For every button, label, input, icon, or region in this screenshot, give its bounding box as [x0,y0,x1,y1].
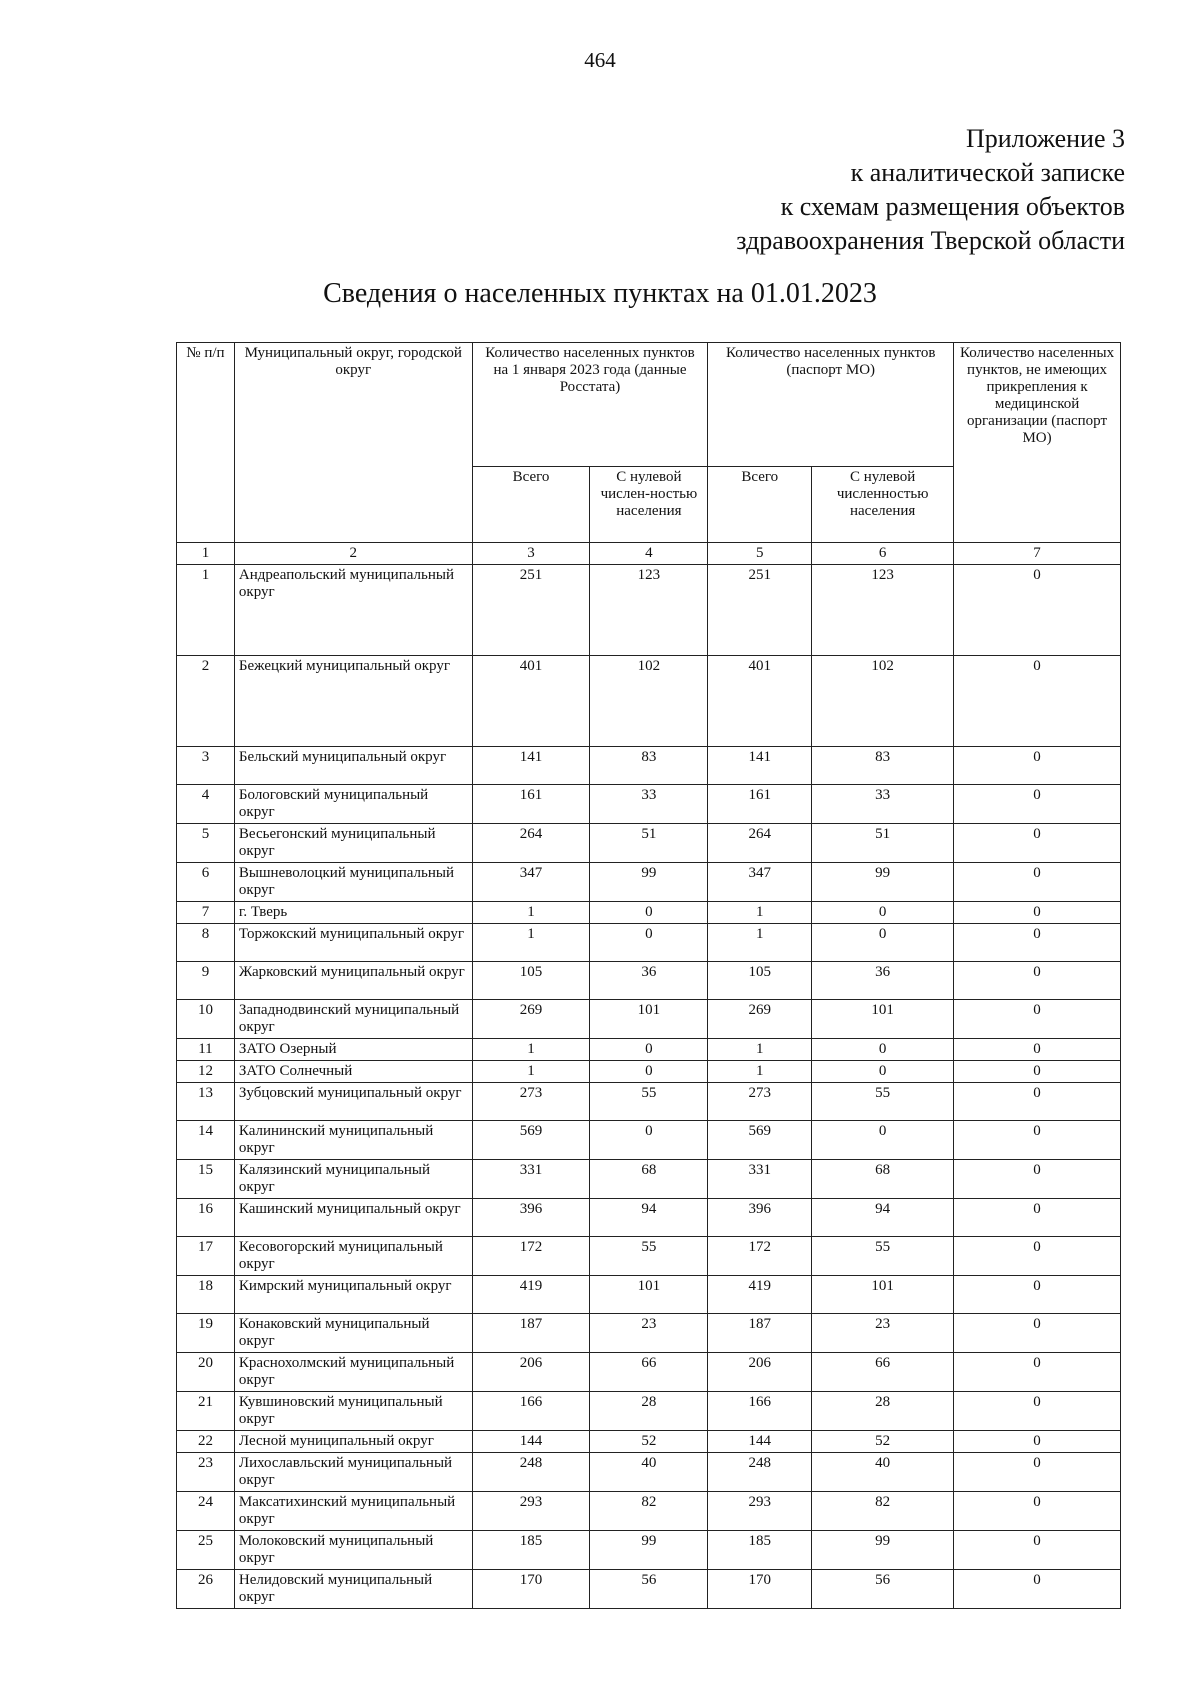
rosstat-zero: 101 [590,1000,708,1039]
rosstat-zero: 28 [590,1392,708,1431]
district-name: Максатихинский муниципальный округ [234,1492,472,1531]
table-row [177,565,1121,656]
passport-total: 172 [708,1237,812,1276]
rosstat-total: 185 [472,1531,590,1570]
header-rosstat-zero: С нулевой числен-ностью населения [590,467,708,543]
passport-total: 185 [708,1531,812,1570]
table-row [177,1061,1121,1083]
rosstat-total: 141 [472,747,590,785]
unattached-count: 0 [954,1392,1121,1431]
passport-zero: 101 [812,1000,954,1039]
rosstat-zero: 68 [590,1160,708,1199]
passport-zero: 123 [812,565,954,656]
appendix-line-4: здравоохранения Тверской области [736,226,1125,255]
passport-zero: 102 [812,656,954,747]
column-number: 5 [708,543,812,565]
rosstat-zero: 0 [590,1039,708,1061]
column-number: 6 [812,543,954,565]
passport-total: 269 [708,1000,812,1039]
rosstat-zero: 0 [590,902,708,924]
passport-total: 105 [708,962,812,1000]
passport-total: 331 [708,1160,812,1199]
unattached-count: 0 [954,1353,1121,1392]
rosstat-zero: 0 [590,1121,708,1160]
district-name: Кашинский муниципальный округ [234,1199,472,1237]
table-row [177,1392,1121,1431]
row-number: 21 [177,1392,235,1431]
header-rosstat: Количество населенных пунктов на 1 января 2023 года (данные Росстата) [472,343,708,467]
table-row [177,1431,1121,1453]
unattached-count: 0 [954,924,1121,962]
table-row [177,747,1121,785]
unattached-count: 0 [954,902,1121,924]
column-number: 2 [234,543,472,565]
unattached-count: 0 [954,1121,1121,1160]
column-number: 1 [177,543,235,565]
unattached-count: 0 [954,1314,1121,1353]
passport-total: 251 [708,565,812,656]
table-row [177,1039,1121,1061]
passport-zero: 36 [812,962,954,1000]
header-passport-total: Всего [708,467,812,543]
table-row [177,1121,1121,1160]
passport-total: 347 [708,863,812,902]
row-number: 25 [177,1531,235,1570]
row-number: 13 [177,1083,235,1121]
rosstat-total: 401 [472,656,590,747]
rosstat-zero: 66 [590,1353,708,1392]
row-number: 6 [177,863,235,902]
passport-zero: 55 [812,1237,954,1276]
rosstat-total: 206 [472,1353,590,1392]
row-number: 22 [177,1431,235,1453]
row-number: 14 [177,1121,235,1160]
rosstat-total: 251 [472,565,590,656]
passport-zero: 0 [812,1121,954,1160]
rosstat-zero: 99 [590,1531,708,1570]
appendix-block [736,122,1125,258]
rosstat-zero: 52 [590,1431,708,1453]
rosstat-total: 1 [472,1061,590,1083]
rosstat-zero: 0 [590,1061,708,1083]
rosstat-zero: 82 [590,1492,708,1531]
rosstat-total: 1 [472,902,590,924]
passport-total: 170 [708,1570,812,1609]
row-number: 19 [177,1314,235,1353]
row-number: 18 [177,1276,235,1314]
passport-total: 396 [708,1199,812,1237]
row-number: 15 [177,1160,235,1199]
table-row [177,1237,1121,1276]
unattached-count: 0 [954,1531,1121,1570]
passport-zero: 0 [812,1061,954,1083]
district-name: Кувшиновский муниципальный округ [234,1392,472,1431]
district-name: Молоковский муниципальный округ [234,1531,472,1570]
district-name: г. Тверь [234,902,472,924]
passport-zero: 99 [812,863,954,902]
passport-zero: 0 [812,924,954,962]
column-number: 3 [472,543,590,565]
passport-total: 1 [708,924,812,962]
row-number: 7 [177,902,235,924]
row-number: 24 [177,1492,235,1531]
passport-zero: 94 [812,1199,954,1237]
passport-total: 187 [708,1314,812,1353]
unattached-count: 0 [954,1160,1121,1199]
unattached-count: 0 [954,565,1121,656]
unattached-count: 0 [954,1039,1121,1061]
appendix-line-2: к аналитической записке [850,158,1125,187]
district-name: Лесной муниципальный округ [234,1431,472,1453]
passport-zero: 101 [812,1276,954,1314]
header-num: № п/п [177,343,235,543]
rosstat-zero: 51 [590,824,708,863]
rosstat-total: 396 [472,1199,590,1237]
rosstat-total: 172 [472,1237,590,1276]
passport-total: 569 [708,1121,812,1160]
row-number: 5 [177,824,235,863]
passport-total: 166 [708,1392,812,1431]
rosstat-zero: 55 [590,1237,708,1276]
unattached-count: 0 [954,785,1121,824]
table-row [177,902,1121,924]
unattached-count: 0 [954,962,1121,1000]
table-row [177,1314,1121,1353]
rosstat-total: 1 [472,1039,590,1061]
table-row [177,785,1121,824]
district-name: Западнодвинский муниципальный округ [234,1000,472,1039]
passport-zero: 99 [812,1531,954,1570]
rosstat-zero: 99 [590,863,708,902]
unattached-count: 0 [954,863,1121,902]
rosstat-zero: 123 [590,565,708,656]
row-number: 2 [177,656,235,747]
header-unattached: Количество населенных пунктов, не имеющих прикрепления к медицинской организации (паспорт МО) [954,343,1121,543]
passport-total: 141 [708,747,812,785]
passport-zero: 52 [812,1431,954,1453]
passport-total: 401 [708,656,812,747]
rosstat-zero: 56 [590,1570,708,1609]
unattached-count: 0 [954,1000,1121,1039]
table-row [177,1083,1121,1121]
rosstat-total: 419 [472,1276,590,1314]
table-row [177,1276,1121,1314]
rosstat-total: 347 [472,863,590,902]
district-name: Жарковский муниципальный округ [234,962,472,1000]
table-row [177,863,1121,902]
district-name: Бологовский муниципальный округ [234,785,472,824]
passport-zero: 51 [812,824,954,863]
rosstat-total: 293 [472,1492,590,1531]
rosstat-zero: 40 [590,1453,708,1492]
rosstat-total: 105 [472,962,590,1000]
row-number: 16 [177,1199,235,1237]
rosstat-total: 166 [472,1392,590,1431]
rosstat-total: 569 [472,1121,590,1160]
passport-zero: 0 [812,1039,954,1061]
district-name: Нелидовский муниципальный округ [234,1570,472,1609]
district-name: Бежецкий муниципальный округ [234,656,472,747]
passport-zero: 23 [812,1314,954,1353]
rosstat-zero: 101 [590,1276,708,1314]
page-number: 464 [584,48,616,72]
passport-zero: 82 [812,1492,954,1531]
rosstat-total: 144 [472,1431,590,1453]
district-name: Весьегонский муниципальный округ [234,824,472,863]
row-number: 3 [177,747,235,785]
unattached-count: 0 [954,1083,1121,1121]
row-number: 20 [177,1353,235,1392]
rosstat-zero: 55 [590,1083,708,1121]
passport-total: 293 [708,1492,812,1531]
rosstat-total: 1 [472,924,590,962]
row-number: 9 [177,962,235,1000]
unattached-count: 0 [954,656,1121,747]
passport-total: 1 [708,1039,812,1061]
row-number: 12 [177,1061,235,1083]
row-number: 26 [177,1570,235,1609]
district-name: Калининский муниципальный округ [234,1121,472,1160]
rosstat-total: 170 [472,1570,590,1609]
unattached-count: 0 [954,747,1121,785]
unattached-count: 0 [954,1431,1121,1453]
row-number: 4 [177,785,235,824]
table-row [177,824,1121,863]
table-row [177,1570,1121,1609]
table-row [177,656,1121,747]
district-name: Вышневолоцкий муниципальный округ [234,863,472,902]
passport-total: 264 [708,824,812,863]
passport-zero: 28 [812,1392,954,1431]
district-name: Кимрский муниципальный округ [234,1276,472,1314]
unattached-count: 0 [954,1492,1121,1531]
district-name: ЗАТО Солнечный [234,1061,472,1083]
header-rosstat-total: Всего [472,467,590,543]
column-number: 7 [954,543,1121,565]
rosstat-total: 269 [472,1000,590,1039]
table-row [177,1531,1121,1570]
rosstat-total: 248 [472,1453,590,1492]
unattached-count: 0 [954,1061,1121,1083]
rosstat-zero: 36 [590,962,708,1000]
passport-total: 248 [708,1453,812,1492]
rosstat-zero: 102 [590,656,708,747]
unattached-count: 0 [954,1276,1121,1314]
district-name: Калязинский муниципальный округ [234,1160,472,1199]
district-name: ЗАТО Озерный [234,1039,472,1061]
rosstat-total: 187 [472,1314,590,1353]
table-row [177,1353,1121,1392]
passport-zero: 33 [812,785,954,824]
rosstat-total: 273 [472,1083,590,1121]
header-passport: Количество населенных пунктов (паспорт МО) [708,343,954,467]
passport-total: 273 [708,1083,812,1121]
row-number: 17 [177,1237,235,1276]
table-row [177,1000,1121,1039]
passport-zero: 56 [812,1570,954,1609]
passport-total: 1 [708,1061,812,1083]
rosstat-zero: 94 [590,1199,708,1237]
unattached-count: 0 [954,1453,1121,1492]
table-row [177,962,1121,1000]
unattached-count: 0 [954,1237,1121,1276]
passport-zero: 83 [812,747,954,785]
rosstat-zero: 0 [590,924,708,962]
district-name: Конаковский муниципальный округ [234,1314,472,1353]
unattached-count: 0 [954,1199,1121,1237]
column-number-row [177,543,1121,565]
table-row [177,924,1121,962]
rosstat-zero: 33 [590,785,708,824]
passport-zero: 0 [812,902,954,924]
rosstat-zero: 23 [590,1314,708,1353]
passport-zero: 40 [812,1453,954,1492]
district-name: Лихославльский муниципальный округ [234,1453,472,1492]
unattached-count: 0 [954,1570,1121,1609]
appendix-line-1: Приложение 3 [965,124,1125,153]
passport-total: 161 [708,785,812,824]
row-number: 10 [177,1000,235,1039]
passport-total: 419 [708,1276,812,1314]
passport-zero: 68 [812,1160,954,1199]
document-title: Сведения о населенных пунктах на 01.01.2023 [323,278,877,309]
passport-zero: 66 [812,1353,954,1392]
rosstat-total: 161 [472,785,590,824]
passport-total: 1 [708,902,812,924]
table-row [177,1492,1121,1531]
rosstat-total: 331 [472,1160,590,1199]
header-district: Муниципальный округ, городской округ [234,343,472,543]
table-row [177,1199,1121,1237]
appendix-line-3: к схемам размещения объектов [780,192,1125,221]
row-number: 11 [177,1039,235,1061]
district-name: Торжокский муниципальный округ [234,924,472,962]
rosstat-total: 264 [472,824,590,863]
header-passport-zero: С нулевой численностью населения [812,467,954,543]
table-row [177,1453,1121,1492]
district-name: Зубцовский муниципальный округ [234,1083,472,1121]
district-name: Андреапольский муниципальный округ [234,565,472,656]
passport-zero: 55 [812,1083,954,1121]
district-name: Бельский муниципальный округ [234,747,472,785]
row-number: 1 [177,565,235,656]
settlements-table [176,342,1121,1609]
column-number: 4 [590,543,708,565]
table-body [177,565,1121,1609]
table-row [177,1160,1121,1199]
passport-total: 206 [708,1353,812,1392]
rosstat-zero: 83 [590,747,708,785]
row-number: 8 [177,924,235,962]
district-name: Кесовогорский муниципальный округ [234,1237,472,1276]
passport-total: 144 [708,1431,812,1453]
district-name: Краснохолмский муниципальный округ [234,1353,472,1392]
row-number: 23 [177,1453,235,1492]
unattached-count: 0 [954,824,1121,863]
